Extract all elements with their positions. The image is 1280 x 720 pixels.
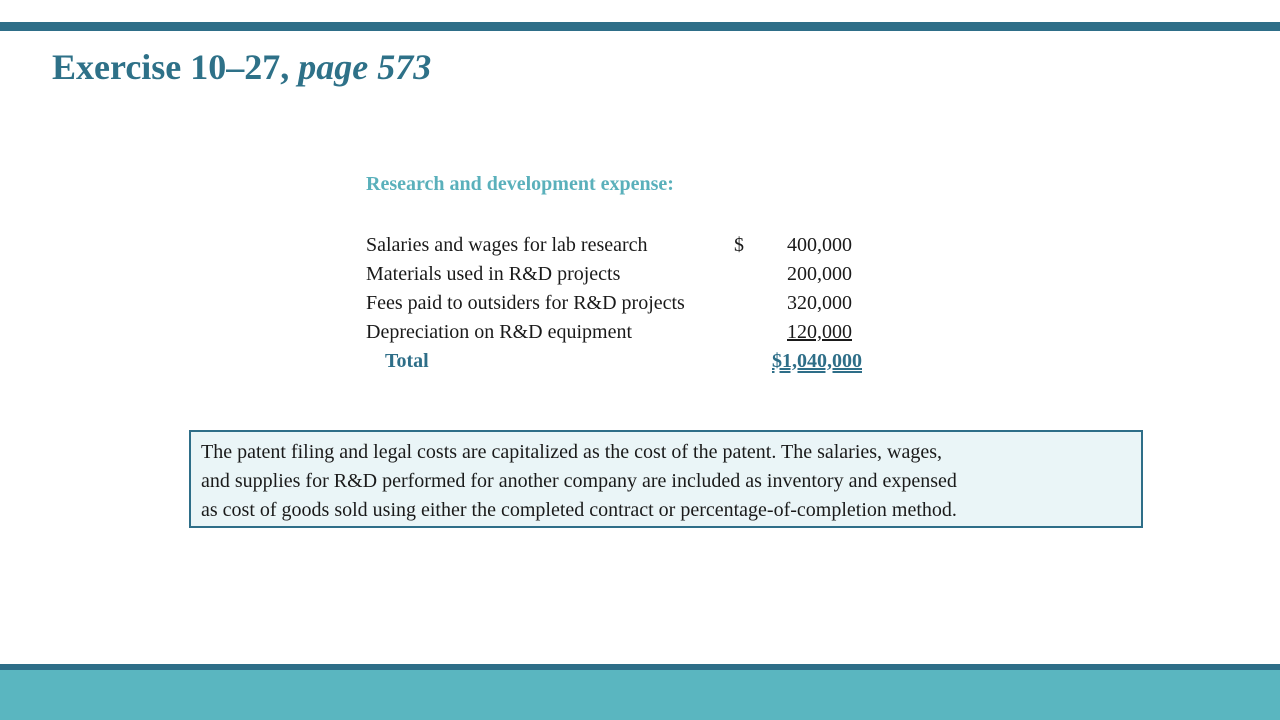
note-line: as cost of goods sold using either the completed contract or percentage-of-completion method. bbox=[201, 499, 957, 521]
rd-row-depreciation bbox=[366, 318, 866, 347]
rd-expense-table bbox=[366, 231, 866, 376]
explanation-note-box bbox=[189, 430, 1143, 528]
rd-row-materials bbox=[366, 260, 866, 289]
rd-row-label: Fees paid to outsiders for R&D projects bbox=[366, 292, 685, 314]
rd-row-amount: 320,000 bbox=[787, 292, 852, 314]
rd-row-amount: 120,000 bbox=[787, 321, 852, 343]
top-accent-bar bbox=[0, 22, 1280, 31]
rd-total-row bbox=[366, 347, 866, 376]
rd-expense-heading: Research and development expense: bbox=[366, 173, 674, 195]
rd-row-salaries bbox=[366, 231, 866, 260]
note-line: and supplies for R&D performed for another company are included as inventory and expensed bbox=[201, 470, 957, 492]
slide-title-page: page 573 bbox=[298, 47, 432, 87]
note-line: The patent filing and legal costs are capitalized as the cost of the patent. The salaries, wages, bbox=[201, 441, 943, 463]
rd-row-fees bbox=[366, 289, 866, 318]
rd-total-amount: $1,040,000 bbox=[772, 350, 862, 372]
rd-row-amount: 200,000 bbox=[787, 263, 852, 285]
rd-row-label: Depreciation on R&D equipment bbox=[366, 321, 633, 343]
rd-row-dollar-sign: $ bbox=[734, 234, 744, 256]
rd-row-amount: 400,000 bbox=[787, 234, 852, 256]
bottom-accent-band bbox=[0, 670, 1280, 720]
slide-title-main: Exercise 10–27, bbox=[52, 47, 290, 87]
rd-total-label: Total bbox=[385, 350, 429, 372]
slide-title bbox=[52, 44, 431, 90]
rd-row-label: Salaries and wages for lab research bbox=[366, 234, 648, 256]
rd-row-label: Materials used in R&D projects bbox=[366, 263, 621, 285]
